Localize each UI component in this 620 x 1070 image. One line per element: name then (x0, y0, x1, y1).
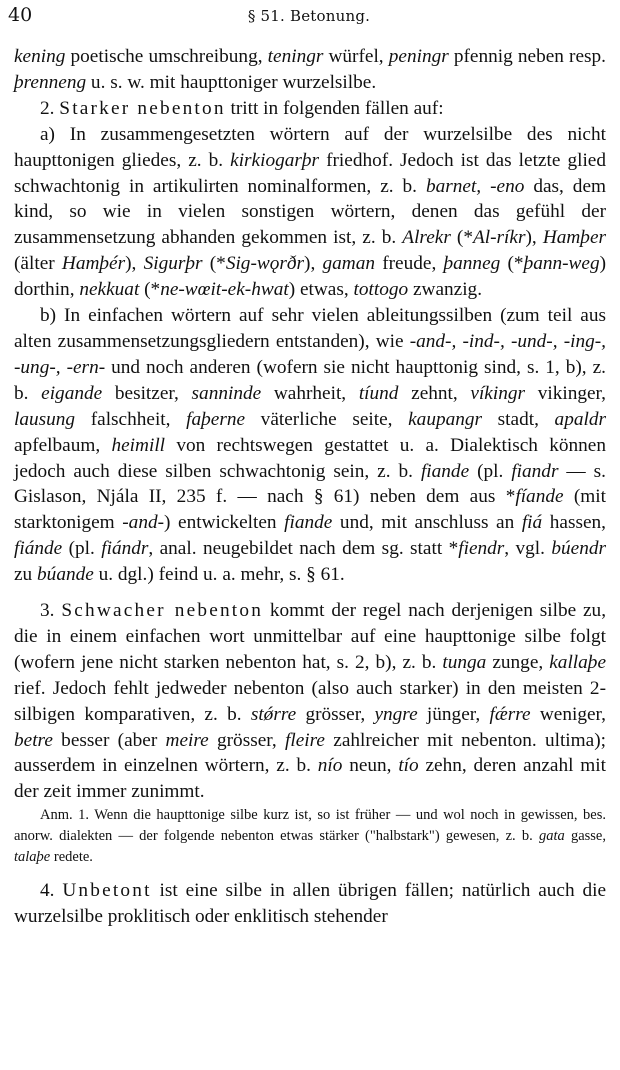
paragraph-schwacher-nebenton: 3. Schwacher nebenton kommt der regel nach derjenigen silbe zu, die in einem einfachen wort unmittelbar auf eine haupttonige silbe folgt (wofern jene nicht starken nebenton hat, s. 2, b), z. b. tunga zunge, kallaþe rief. Jedoch fehlt jedweder nebenton (also auch starker) in den meisten 2-silbigen komparativen, z. b. stǿrre grösser, yngre jünger, fǽrre weniger, betre besser (aber meire grösser, fleire zahlreicher mit nebenton. ultima); ausserdem in einzelnen wörtern, z. b. nío neun, tío zehn, deren anzahl mit der zeit immer zunimmt. (14, 600, 607, 803)
paragraph-a: a) In zusammengesetzten wörtern auf der wurzelsilbe des nicht haupttonigen gliedes, z. b. kirkiogarþr friedhof. Jedoch ist das letzte glied schwachtonig in artikulirten nominalformen, z. b. barnet, -eno das, dem kind, so wie in vielen sonstigen wörtern, denen das gefühl der zusammensetzung abhanden gekommen ist, z. b. Alrekr (*Al-ríkr), Hamþer (älter Hamþér), Sigurþr (*Sig-wǫrðr), gaman freude, þanneg (*þann-weg) dorthin, nekkuat (*ne-wœit-ek-hwat) etwas, tottogo zwanzig. (14, 123, 607, 301)
running-header (8, 4, 610, 30)
paragraph-unbetont: 4. Unbetont ist eine silbe in allen übrigen fällen; natürlich auch die wurzelsilbe proklitisch oder enklitisch stehender (14, 880, 607, 928)
paragraph-continuation: kening poetische umschreibung, teningr würfel, peningr pfennig neben resp. þrenneng u. s. w. mit haupttoniger wurzelsilbe. (14, 46, 606, 93)
spaced-heading: Schwacher nebenton (61, 600, 264, 622)
page-number: 40 (8, 4, 33, 26)
spaced-heading: Starker nebenton (59, 97, 226, 119)
paragraph-b: b) In einfachen wörtern auf sehr vielen ableitungssilben (zum teil aus alten zusammensetzungsgliedern entstanden), wie -and-, -ind-, -und-, -ing-, -ung-, -ern- und noch anderen (wofern sie nicht haupttonig sind, s. 1, b), z. b. eigande besitzer, sanninde wahrheit, tíund zehnt, víkingr vikinger, lausung falschheit, faþerne väterliche seite, kaupangr stadt, apaldr apfelbaum, heimill von rechtswegen gestattet u. a. Dialektisch können jedoch auch diese silben schwachtonig sein, z. b. fiande (pl. fiandr — s. Gislason, Njála II, 235 f. — nach § 61) neben dem aus *fíande (mit starktonigem -and-) entwickelten fiande und, mit anschluss an fiá hassen, fiánde (pl. fiándr, anal. neugebildet nach dem sg. statt *fiendr, vgl. búendr zu búande u. dgl.) feind u. a. mehr, s. § 61. (14, 305, 607, 586)
spaced-heading: Unbetont (62, 880, 152, 902)
section-title: § 51. Betonung. (247, 7, 371, 25)
body-text (14, 44, 606, 930)
note-label: Anm. 1. (40, 807, 89, 824)
annotation-note: Anm. 1. Wenn die haupttonige silbe kurz ist, so ist früher — und wol noch in gewissen, bes. anorw. dialekten — der folgende nebenton etwas stärker ("halbstark") gewesen, z. b. gata gasse, talaþe redete. (14, 807, 607, 866)
paragraph-starker-nebenton: 2. Starker nebenton tritt in folgenden fällen auf: (40, 97, 444, 119)
